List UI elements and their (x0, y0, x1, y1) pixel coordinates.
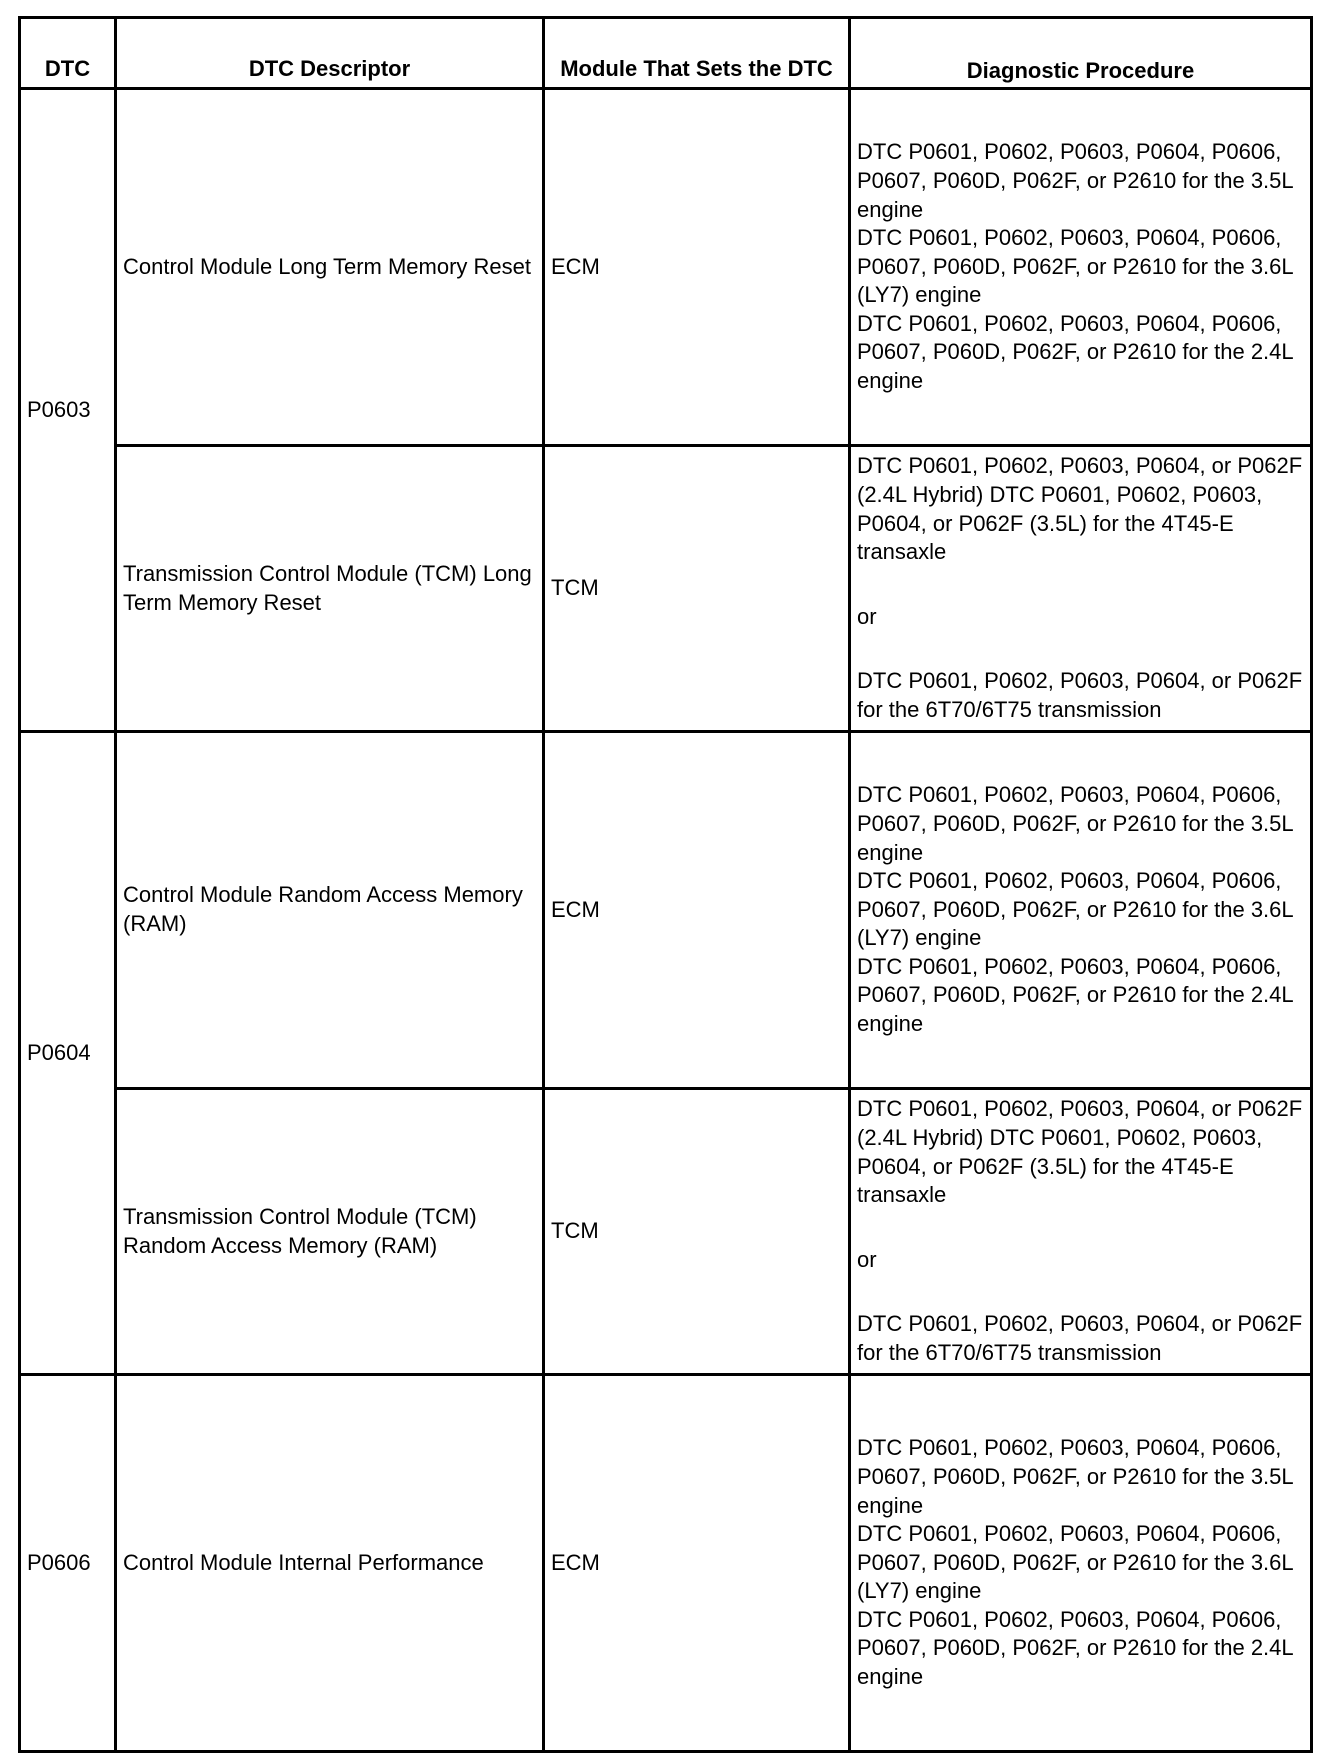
procedure-line: DTC P0601, P0602, P0603, P0604, P0606, P0607, P060D, P062F, or P2610 for the 3.6L (LY7) engine (857, 868, 1293, 951)
dtc-code: P0606 (20, 1375, 116, 1752)
dtc-descriptor: Control Module Long Term Memory Reset (116, 89, 544, 446)
dtc-descriptor: Control Module Internal Performance (116, 1375, 544, 1752)
procedure-line: DTC P0601, P0602, P0603, P0604, P0606, P0607, P060D, P062F, or P2610 for the 3.5L engine (857, 782, 1293, 865)
table-row (20, 446, 1312, 732)
header-procedure: Diagnostic Procedure (850, 18, 1312, 89)
procedure-line: DTC P0601, P0602, P0603, P0604, or P062F (2.4L Hybrid) DTC P0601, P0602, P0603, P0604, or P062F (3.5L) for the 4T45-E transaxle (857, 453, 1303, 565)
procedure-line: DTC P0601, P0602, P0603, P0604, P0606, P0607, P060D, P062F, or P2610 for the 2.4L engine (857, 1606, 1293, 1690)
table-row (20, 1375, 1312, 1752)
module-name: TCM (544, 1089, 850, 1375)
table-row (20, 1089, 1312, 1375)
diagnostic-procedure (850, 732, 1312, 1089)
procedure-line: DTC P0601, P0602, P0603, P0604, P0606, P0607, P060D, P062F, or P2610 for the 2.4L engine (857, 310, 1293, 394)
dtc-descriptor: Control Module Random Access Memory (RAM) (116, 732, 544, 1089)
header-row (20, 18, 1312, 89)
table-row (20, 89, 1312, 446)
procedure-line: DTC P0601, P0602, P0603, P0604, P0606, P0607, P060D, P062F, or P2610 for the 3.6L (LY7) engine (857, 225, 1293, 308)
module-name: ECM (544, 1375, 850, 1752)
procedure-line: DTC P0601, P0602, P0603, P0604, or P062F for the 6T70/6T75 transmission (857, 1311, 1303, 1365)
table-row (20, 732, 1312, 1089)
procedure-or: or (857, 1246, 877, 1272)
diagnostic-procedure (850, 89, 1312, 446)
header-module: Module That Sets the DTC (544, 18, 850, 89)
procedure-line: DTC P0601, P0602, P0603, P0604, or P062F for the 6T70/6T75 transmission (857, 668, 1303, 722)
diagnostic-procedure (850, 446, 1312, 732)
dtc-code: P0604 (20, 732, 116, 1375)
procedure-line: DTC P0601, P0602, P0603, P0604, P0606, P0607, P060D, P062F, or P2610 for the 3.5L engine (857, 139, 1293, 222)
header-descriptor: DTC Descriptor (116, 18, 544, 89)
module-name: ECM (544, 89, 850, 446)
dtc-descriptor: Transmission Control Module (TCM) Long Term Memory Reset (116, 446, 544, 732)
diagnostic-procedure (850, 1375, 1312, 1752)
procedure-line: DTC P0601, P0602, P0603, P0604, P0606, P0607, P060D, P062F, or P2610 for the 2.4L engine (857, 953, 1293, 1037)
dtc-table (18, 16, 1313, 1753)
procedure-or: or (857, 603, 877, 629)
diagnostic-procedure (850, 1089, 1312, 1375)
procedure-line: DTC P0601, P0602, P0603, P0604, P0606, P0607, P060D, P062F, or P2610 for the 3.6L (LY7) engine (857, 1521, 1293, 1604)
module-name: ECM (544, 732, 850, 1089)
module-name: TCM (544, 446, 850, 732)
procedure-line: DTC P0601, P0602, P0603, P0604, or P062F (2.4L Hybrid) DTC P0601, P0602, P0603, P0604, or P062F (3.5L) for the 4T45-E transaxle (857, 1096, 1303, 1208)
dtc-code: P0603 (20, 89, 116, 732)
procedure-line: DTC P0601, P0602, P0603, P0604, P0606, P0607, P060D, P062F, or P2610 for the 3.5L engine (857, 1435, 1293, 1518)
header-dtc: DTC (20, 18, 116, 89)
dtc-descriptor: Transmission Control Module (TCM) Random Access Memory (RAM) (116, 1089, 544, 1375)
